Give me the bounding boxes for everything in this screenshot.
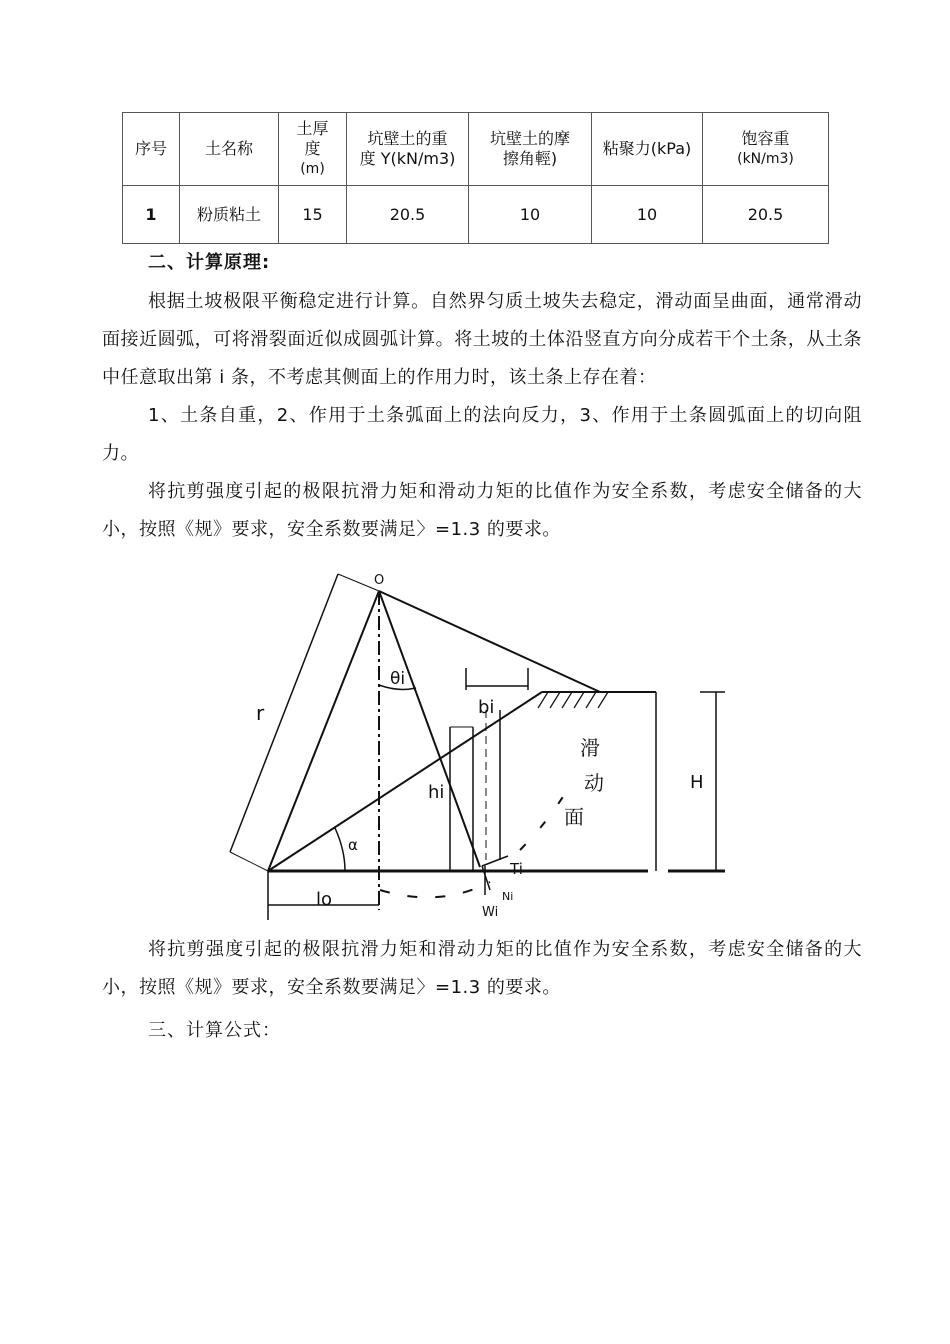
section-heading-principle: 二、计算原理: [148, 252, 271, 273]
label-slide-1: 滑 [580, 736, 600, 760]
slip-arc-middle [520, 785, 570, 850]
table-cell: 20.5 [703, 186, 829, 244]
slope-stability-diagram [220, 560, 740, 930]
label-theta: θi [390, 669, 406, 689]
table-cell: 10 [592, 186, 703, 244]
table-header-row [123, 113, 829, 186]
paragraph-safety-factor-repeat: 将抗剪强度引起的极限抗滑力矩和滑动力矩的比值作为安全系数，考虑安全储备的大小，按照《规》要求，安全系数要满足〉=1.3 的要求。 [102, 939, 862, 998]
soil-parameter-table [122, 112, 829, 244]
label-ni: Ni [502, 890, 514, 903]
label-slide-2: 动 [584, 771, 604, 795]
paragraph-forces: 1、土条自重，2、作用于土条弧面上的法向反力，3、作用于土条圆弧面上的切向阻力。 [102, 405, 862, 464]
label-alpha: α [348, 836, 358, 854]
label-lo: lo [316, 889, 333, 910]
header-cell-saturated-weight: 饱容重 (kN/m3) [703, 113, 829, 186]
radius-dimension [230, 574, 338, 852]
table-cell: 20.5 [347, 186, 469, 244]
radius-line-left [268, 591, 379, 871]
slope-line [268, 692, 542, 871]
label-slide-3: 面 [564, 805, 584, 829]
header-cell-index: 序号 [123, 113, 180, 186]
table-cell: 粉质粘土 [180, 186, 279, 244]
table-cell: 15 [279, 186, 347, 244]
header-cell-thickness: 土厚 度 (m) [279, 113, 347, 186]
label-ti: Ti [510, 860, 523, 878]
table-cell: 1 [123, 186, 180, 244]
radius-dim-tick-top [338, 574, 379, 591]
label-hi: hi [428, 782, 445, 803]
diagram-lines [230, 574, 725, 920]
alpha-arc [335, 828, 345, 871]
table-row [123, 186, 829, 244]
paragraph-safety-factor: 将抗剪强度引起的极限抗滑力矩和滑动力矩的比值作为安全系数，考虑安全储备的大小，按照《规》要求，安全系数要满足〉=1.3 的要求。 [102, 481, 862, 540]
header-cell-soil-name: 土名称 [180, 113, 279, 186]
label-h: H [690, 772, 704, 793]
label-bi: bi [478, 697, 495, 718]
label-r: r [256, 701, 265, 725]
paragraph-principle-intro: 根据土坡极限平衡稳定进行计算。自然界匀质土坡失去稳定，滑动面呈曲面，通常滑动面接近圆弧，可将滑裂面近似成圆弧计算。将土坡的土体沿竖直方向分成若干个土条，从土条中任意取出第 i 条，不考虑其侧面上的作用力时，该土条上存在着： [102, 291, 862, 388]
header-cell-cohesion: 粘聚力(kPa) [592, 113, 703, 186]
radius-dim-tick-bottom [230, 852, 268, 871]
radius-line-slice [379, 591, 480, 867]
ground-hatching [538, 692, 608, 708]
header-cell-friction-angle: 坑壁土的摩 擦角輕) [469, 113, 592, 186]
label-o: O [374, 573, 385, 588]
slip-arc-bottom [380, 882, 490, 897]
radius-line-right [379, 591, 600, 692]
table-cell: 10 [469, 186, 592, 244]
section-heading-formula: 三、计算公式： [148, 1020, 281, 1041]
label-wi: Wi [482, 905, 499, 920]
header-cell-unit-weight: 坑壁土的重 度 Y(kN/m3) [347, 113, 469, 186]
